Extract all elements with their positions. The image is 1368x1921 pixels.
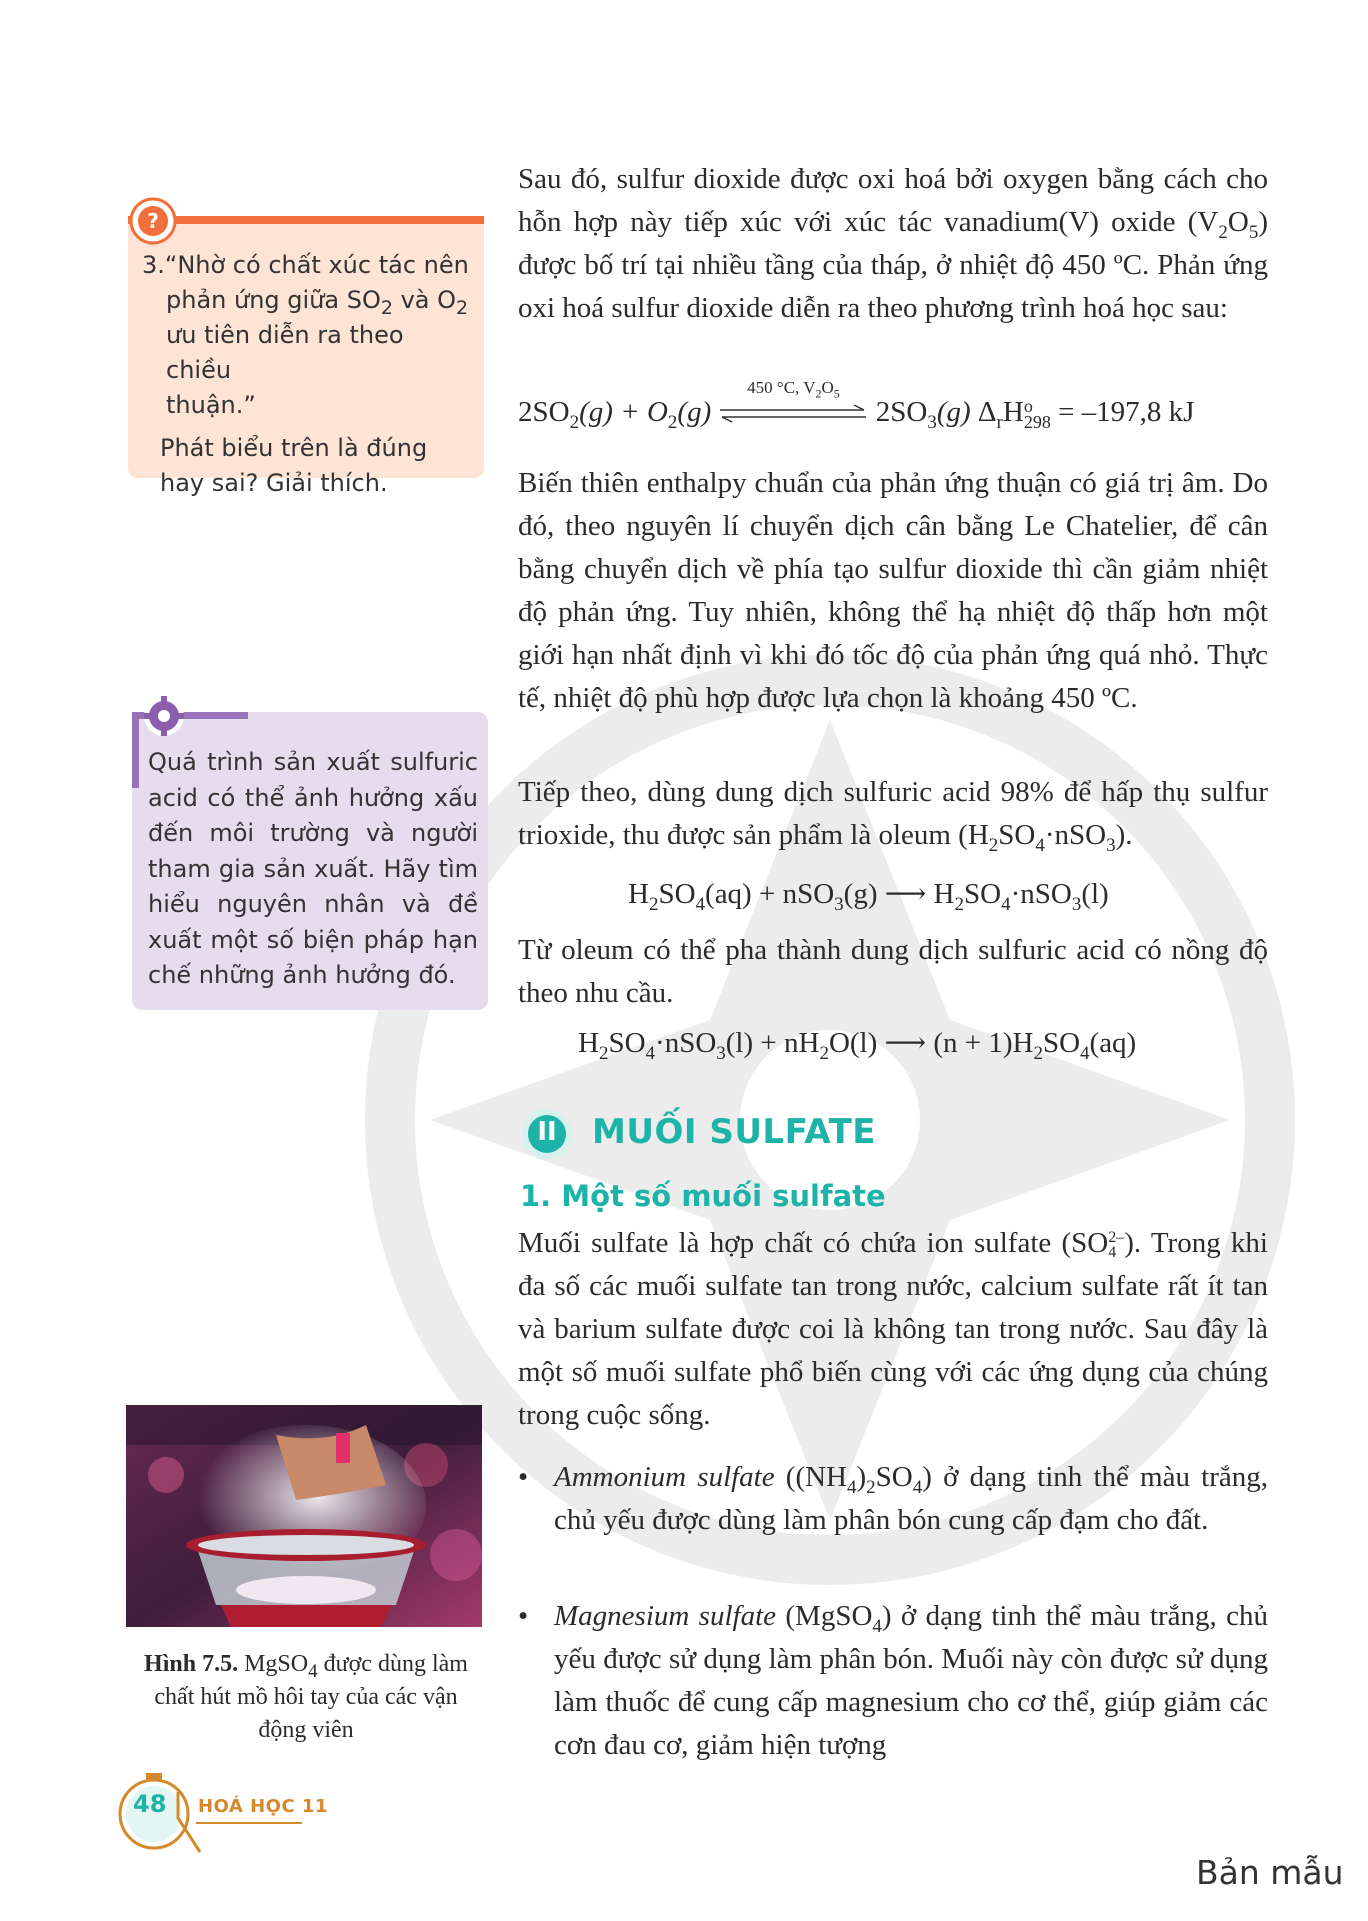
footer-rule	[196, 1822, 302, 1824]
paragraph-dilution: Từ oleum có thể pha thành dung dịch sulfuric acid có nồng độ theo nhu cầu.	[518, 934, 1268, 1009]
page-number: 48	[133, 1790, 167, 1818]
bullet-ammonium-sulfate: • Ammonium sulfate $((NH_4)_2SO_4)$ ở dạng tinh thể màu trắng, chủ yếu được dùng làm phân bón cung cấp đạm cho đất.	[518, 1461, 1268, 1536]
paragraph-enthalpy: Biến thiên enthalpy chuẩn của phản ứng thuận có giá trị âm. Do đó, theo nguyên lí chuyển dịch cân bằng Le Chatelier, để cân bằng chuyển dịch về phía tạo sulfur dioxide thì cần giảm nhiệt độ phản ứng. Tuy nhiên, không thể hạ nhiệt độ thấp hơn một giới hạn nhất định vì khi đó tốc độ của phản ứng quá nhỏ. Thực tế, nhiệt độ phù hợp được lựa chọn là khoảng 450 ºC.	[518, 467, 1268, 714]
question-box-bar	[128, 216, 484, 224]
puzzle-gear-icon	[142, 694, 186, 738]
bullet-magnesium-sulfate: • Magnesium sulfate (MgSO$_4$) ở dạng tinh thể màu trắng, chủ yếu được sử dụng làm phân bón. Muối này còn được sử dụng làm thuốc để cung cấp magnesium cho cơ thể, giúp giảm các cơn đau cơ, giảm hiện tượng	[518, 1600, 1269, 1761]
practice-box-side-bar	[132, 712, 139, 788]
section-numeral: II	[537, 1117, 557, 1147]
paragraph-oleum: Tiếp theo, dùng dung dịch sulfuric acid 98% để hấp thụ sulfur trioxide, thu được sản phẩm là oleum $(H_2SO_4\cdot nSO_3)$.	[518, 776, 1268, 856]
section-title: MUỐI SULFATE	[592, 1112, 877, 1152]
question-mark-icon	[128, 196, 178, 246]
book-title: HOÁ HỌC 11	[198, 1796, 328, 1817]
subsection-title: 1. Một số muối sulfate	[520, 1179, 886, 1213]
paragraph-oxidation: Sau đó, sulfur dioxide được oxi hoá bởi oxygen bằng cách cho hỗn hợp này tiếp xúc với xúc tác vanadium(V) oxide $(V_2O_5)$ được bố trí tại nhiều tầng của tháp, ở nhiệt độ 450 ºC. Phản ứng oxi hoá sulfur dioxide diễn ra theo phương trình hoá học sau:	[518, 163, 1268, 324]
equation-so2-oxidation: $2SO_2(g) + O_2(g)$ 450 °C, $V_2O_5$ $2SO_3(g)$ $\Delta_rH$ o 298 = –197,8 kJ	[518, 378, 1195, 433]
paragraph-sulfate-intro: Muối sulfate là hợp chất có chứa ion sulfate (SO 2– 4 ). Trong khi đa số các muối sulfate tan trong nước, calcium sulfate rất ít tan và barium sulfate được coi là không tan trong nước. Sau đây là một số muối sulfate phổ biến cùng với các ứng dụng của chúng trong cuộc sống.	[518, 1227, 1268, 1431]
question-text: 3.“Nhờ có chất xúc tác nên phản ứng giữa $SO_2$ và $O_2$ ưu tiên diễn ra theo chiều thuận.” Phát biểu trên là đúng hay sai? Giải thích.	[142, 251, 469, 497]
reaction-condition: 450 °C, $V_2O_5$	[747, 378, 840, 401]
athlete-chalk-photo	[126, 1405, 482, 1627]
figure-caption: Hình 7.5. MgSO$_4$ được dùng làm chất hút mồ hôi tay của các vận động viên	[144, 1651, 468, 1743]
equation-oleum-dilution: $H_2SO_4\cdot nSO_3(l) + nH_2O(l)$ ⟶ $(n + 1)H_2SO_4(aq)$	[578, 1027, 1137, 1064]
svg-text:?: ?	[147, 209, 159, 233]
reversible-arrow	[718, 378, 868, 424]
sample-stamp: Bản mẫu	[1196, 1853, 1344, 1892]
practice-text: Quá trình sản xuất sulfuric acid có thể ảnh hưởng xấu đến môi trường và người tham gia sản xuất. Hãy tìm hiểu nguyên nhân và đề xuất một số biện pháp hạn chế những ảnh hưởng đó.	[148, 748, 478, 989]
equation-oleum-formation: $H_2SO_4(aq) + nSO_3(g)$ ⟶ $H_2SO_4\cdot nSO_3(l)$	[628, 878, 1109, 915]
